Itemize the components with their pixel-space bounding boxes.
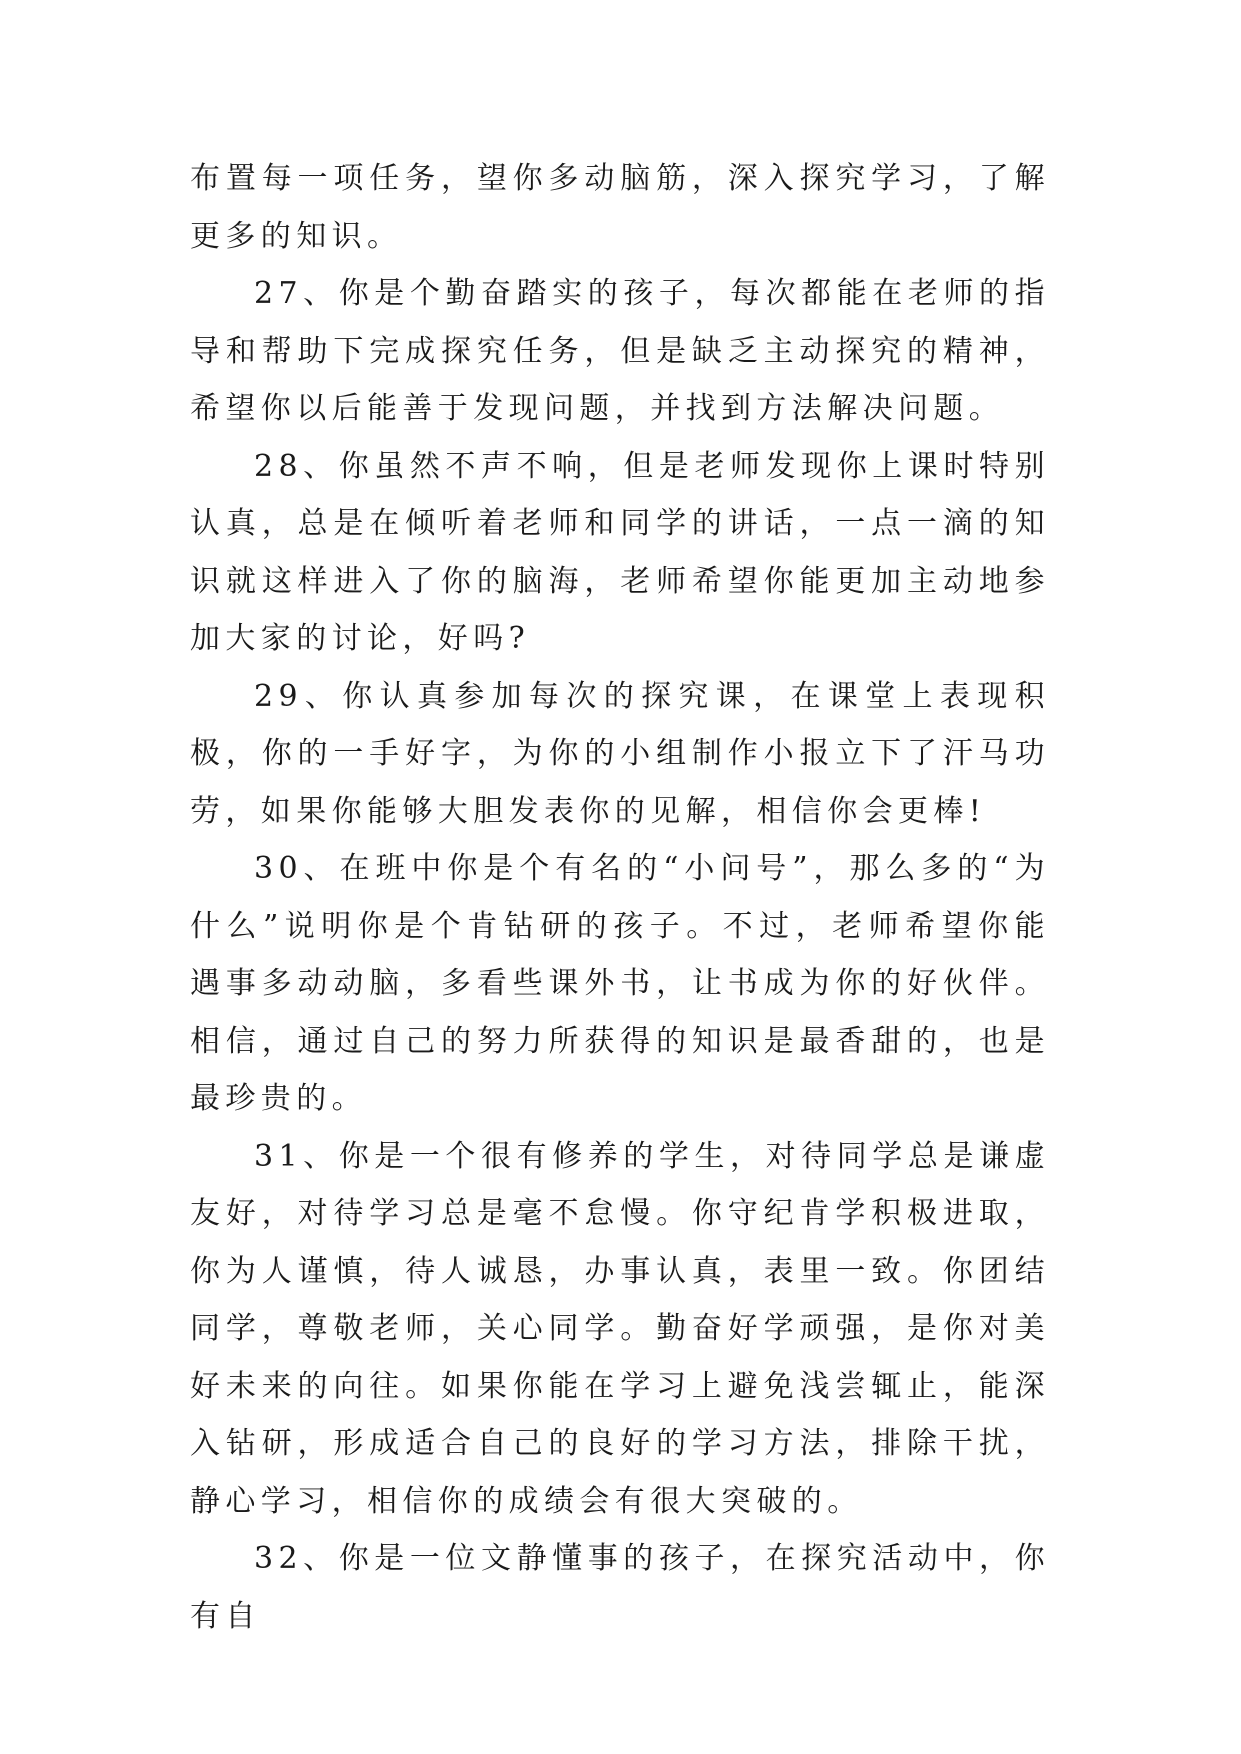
paragraph-comment-29: 29、你认真参加每次的探究课，在课堂上表现积极，你的一手好字，为你的小组制作小报立下了汗马功劳，如果你能够大胆发表你的见解，相信你会更棒! xyxy=(190,678,1050,829)
paragraph-comment-28: 28、你虽然不声不响，但是老师发现你上课时特别认真，总是在倾听着老师和同学的讲话，一点一滴的知识就这样进入了你的脑海，老师希望你能更加主动地参加大家的讨论，好吗? xyxy=(190,448,1050,656)
paragraph-continuation: 布置每一项任务，望你多动脑筋，深入探究学习，了解更多的知识。 xyxy=(190,161,1050,254)
document-body xyxy=(190,150,1050,1645)
paragraph-comment-27: 27、你是个勤奋踏实的孩子，每次都能在老师的指导和帮助下完成探究任务，但是缺乏主动探究的精神，希望你以后能善于发现问题，并找到方法解决问题。 xyxy=(190,276,1050,426)
paragraph-comment-30: 30、在班中你是个有名的“小问号”，那么多的“为什么”说明你是个肯钻研的孩子。不过，老师希望你能遇事多动动脑，多看些课外书，让书成为你的好伙伴。相信，通过自己的努力所获得的知识是最香甜的，也是最珍贵的。 xyxy=(190,851,1050,1116)
paragraph-comment-32: 32、你是一位文静懂事的孩子，在探究活动中，你有自 xyxy=(190,1541,1050,1634)
paragraph-comment-31: 31、你是一个很有修养的学生，对待同学总是谦虚友好，对待学习总是毫不怠慢。你守纪肯学积极进取，你为人谨慎，待人诚恳，办事认真，表里一致。你团结同学，尊敬老师，关心同学。勤奋好学顽强，是你对美好未来的向往。如果你能在学习上避免浅尝辄止，能深入钻研，形成适合自己的良好的学习方法，排除干扰，静心学习，相信你的成绩会有很大突破的。 xyxy=(190,1138,1050,1519)
